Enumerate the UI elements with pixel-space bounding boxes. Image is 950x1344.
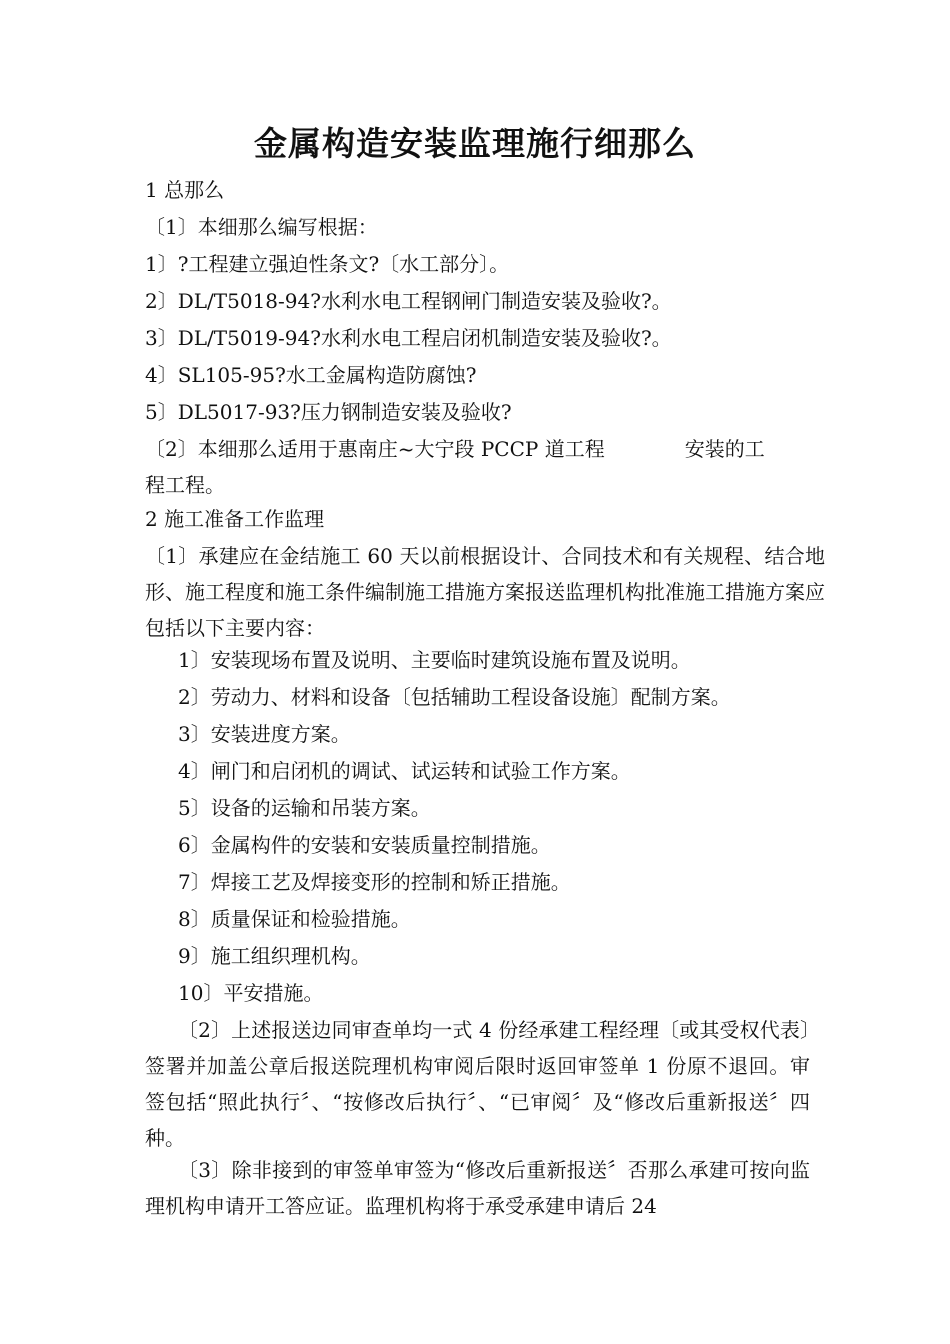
list-item: 9〕施工组织理机构。 xyxy=(178,944,371,968)
list-item: 3〕安装进度方案。 xyxy=(178,722,351,746)
section-1-paragraph-2 xyxy=(145,435,765,463)
section-2-paragraph-2: 〔2〕上述报送边同审查单均一式 4 份经承建工程经理〔或其受权代表〕签署并加盖公章后报送院理机构审阅后限时返回审签单 1 份原不退回。审签包括“照此执行〞、“按修改后执行〞、“已审阅〞及“修改后重新报送〞四种。 xyxy=(145,1018,810,1150)
list-item: 1〕安装现场布置及说明、主要临时建筑设施布置及说明。 xyxy=(178,648,691,672)
paragraph-2-part-b: 安装的工 xyxy=(684,437,765,461)
section-2-heading: 2 施工准备工作监理 xyxy=(145,507,325,531)
list-item: 5〕DL5017-93?压力钢制造安装及验收? xyxy=(145,400,512,424)
list-item: 2〕DL/T5018-94?水利水电工程钢闸门制造安装及验收?。 xyxy=(145,289,672,313)
section-1-heading: 1 总那么 xyxy=(145,178,225,202)
list-item: 10〕平安措施。 xyxy=(178,981,324,1005)
list-item: 5〕设备的运输和吊装方案。 xyxy=(178,796,431,820)
list-item: 4〕SL105-95?水工金属构造防腐蚀? xyxy=(145,363,477,387)
section-2-paragraph-1: 〔1〕承建应在金结施工 60 天以前根据设计、合同技术和有关规程、结合地形、施工程度和施工条件编制施工措施方案报送监理机构批准施工措施方案应包括以下主要内容： xyxy=(145,544,825,640)
list-item: 3〕DL/T5019-94?水利水电工程启闭机制造安装及验收?。 xyxy=(145,326,672,350)
list-item: 6〕金属构件的安装和安装质量控制措施。 xyxy=(178,833,551,857)
document-title: 金属构造安装监理施行细那么 xyxy=(254,124,696,163)
list-item: 4〕闸门和启闭机的调试、试运转和试验工作方案。 xyxy=(178,759,631,783)
list-item: 1〕?工程建立强迫性条文?〔水工部分〕。 xyxy=(145,252,510,276)
list-item: 8〕质量保证和检验措施。 xyxy=(178,907,411,931)
list-item: 2〕劳动力、材料和设备〔包括辅助工程设备设施〕配制方案。 xyxy=(178,685,731,709)
section-2-paragraph-3: 〔3〕除非接到的审签单审签为“修改后重新报送〞否那么承建可按向监理机构申请开工答应证。监理机构将于承受承建申请后 24 xyxy=(145,1158,810,1218)
paragraph-2-part-a: 〔2〕本细那么适用于惠南庄~大宁段 PCCP 道工程 xyxy=(145,437,605,461)
section-1-paragraph-1: 〔1〕本细那么编写根据： xyxy=(145,215,378,239)
list-item: 7〕焊接工艺及焊接变形的控制和矫正措施。 xyxy=(178,870,571,894)
section-1-paragraph-2-continued: 程工程。 xyxy=(145,473,225,497)
